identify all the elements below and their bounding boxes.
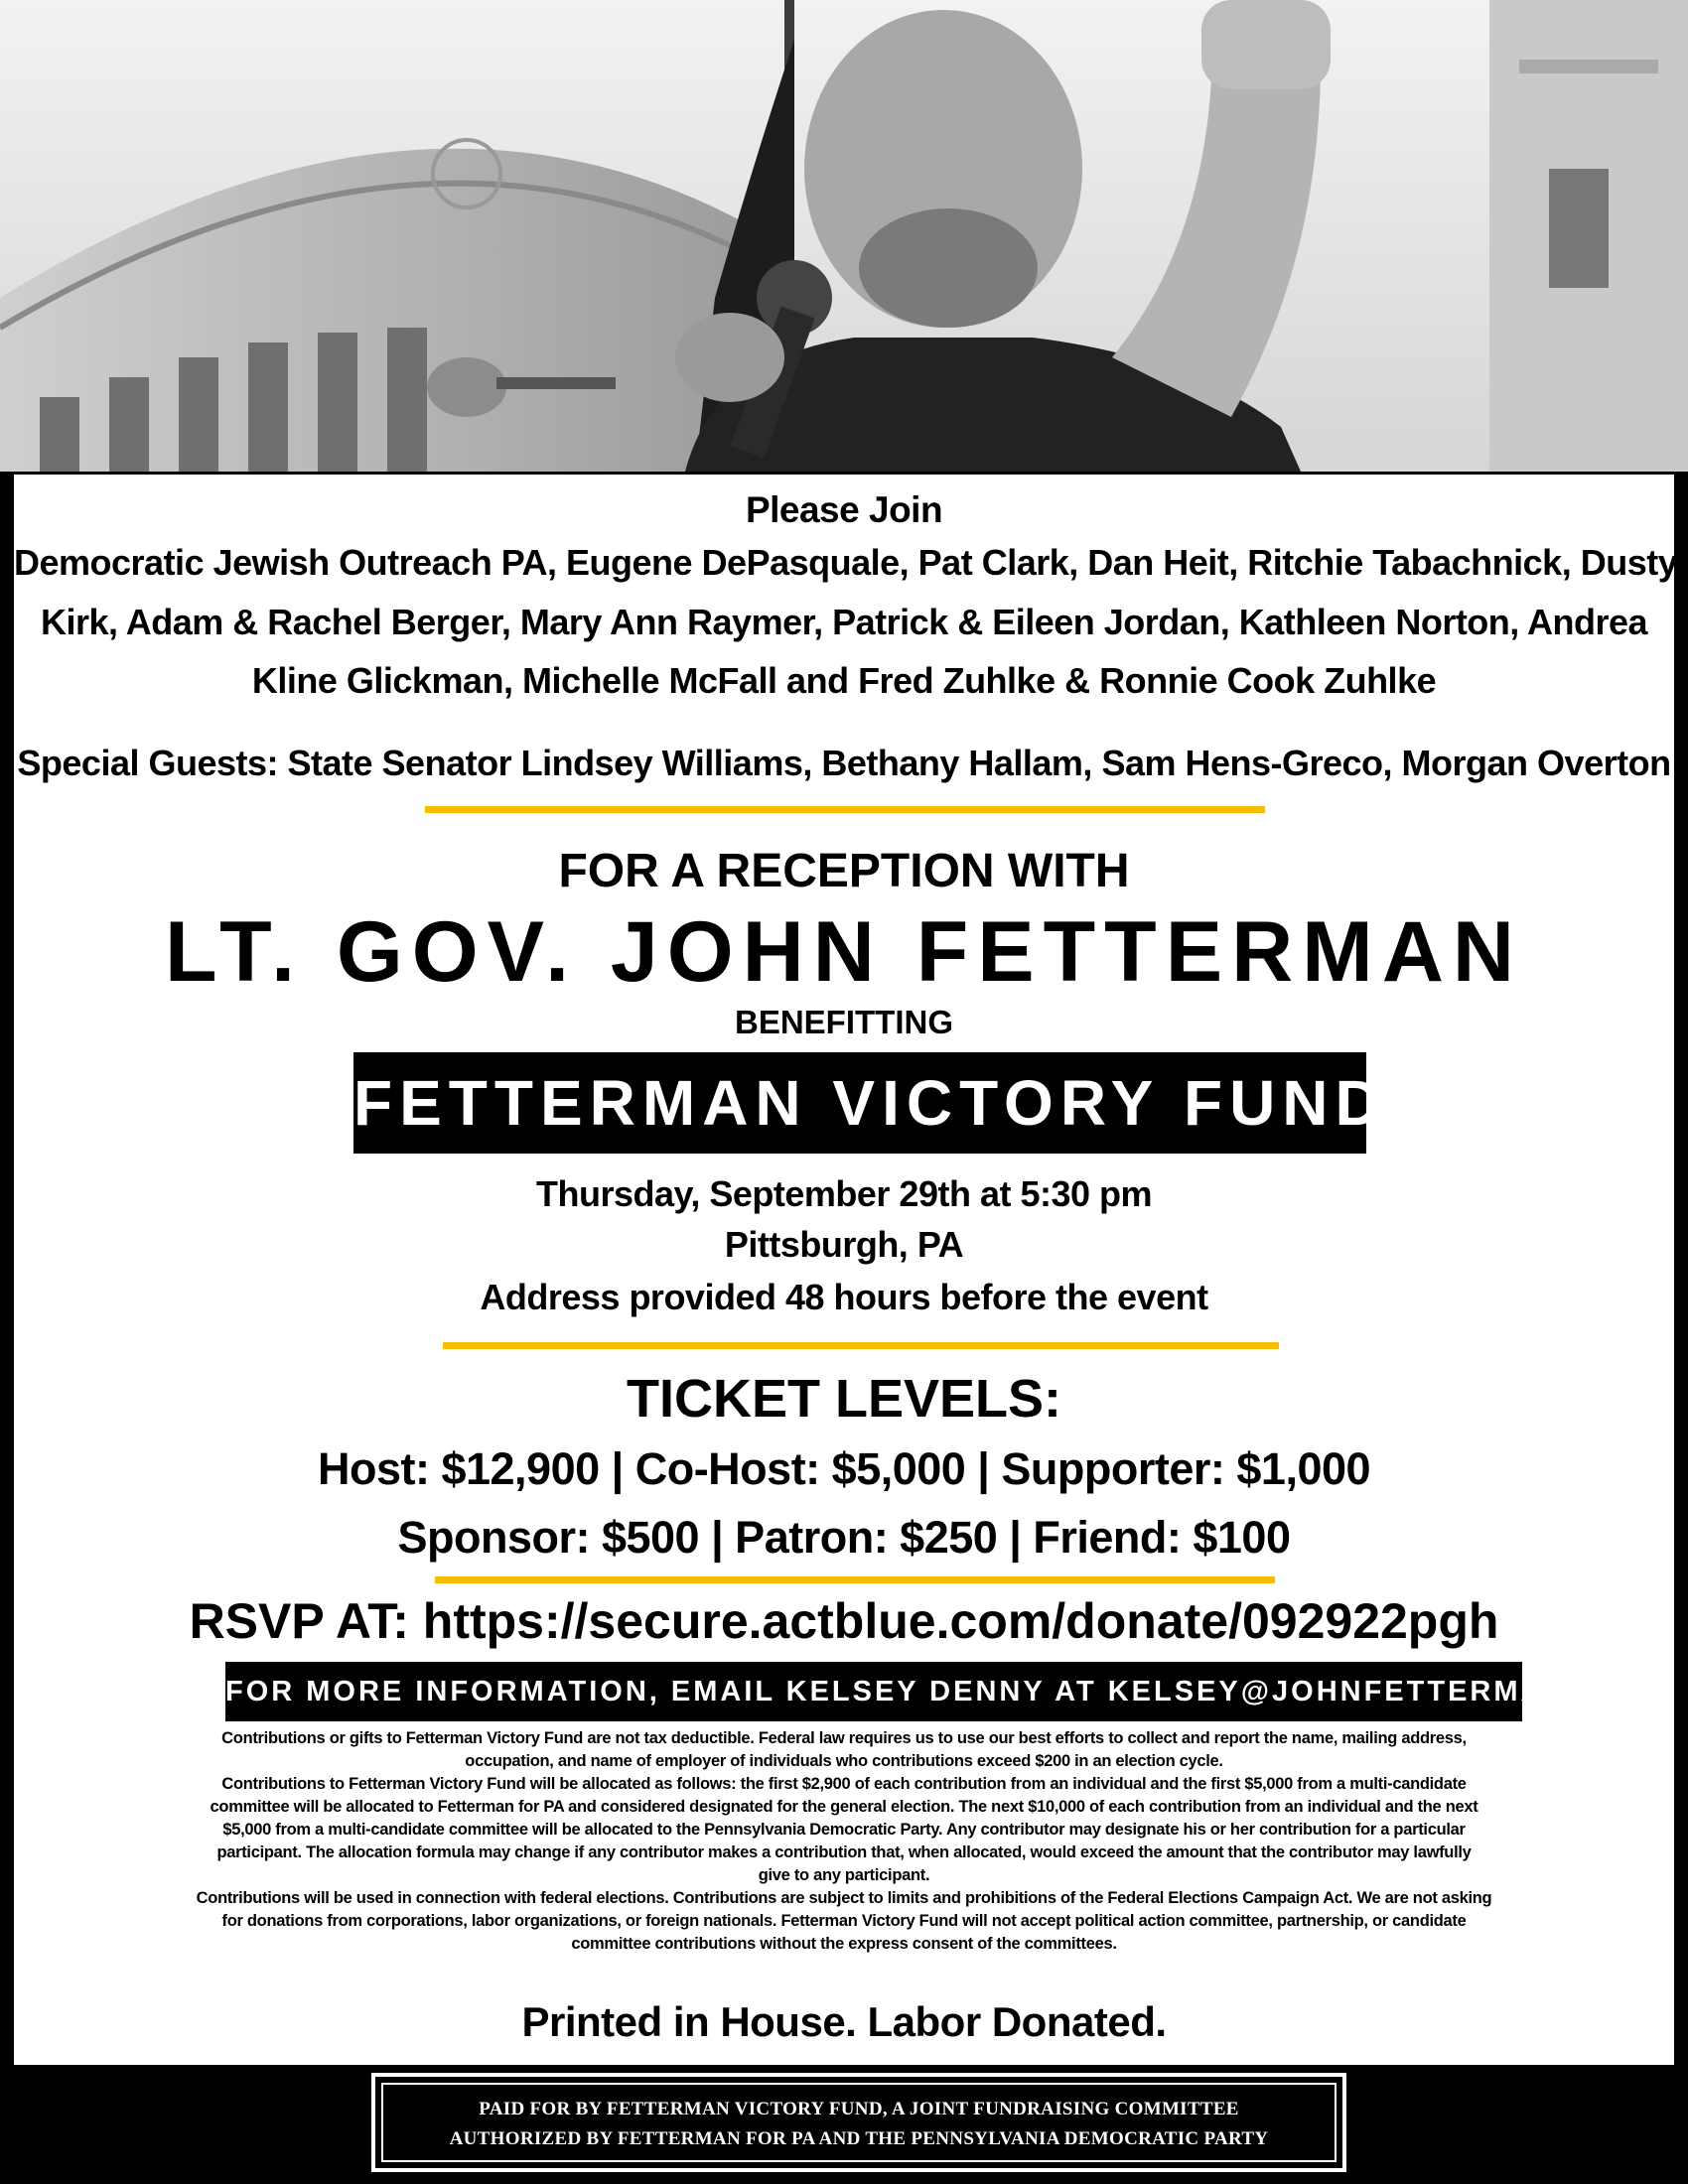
candidate-photo-icon	[0, 0, 1688, 472]
gold-divider	[425, 806, 1265, 813]
event-location: Pittsburgh, PA	[724, 1224, 964, 1265]
ticket-levels-line-2: Sponsor: $500 | Patron: $250 | Friend: $100	[397, 1512, 1291, 1563]
legal-line: Contributions will be used in connection with federal elections. Contributions are subject to limits and prohibitions of the Federal Elections Campaign Act. We are not asking	[196, 1889, 1492, 1907]
legal-line: give to any participant.	[758, 1866, 930, 1884]
legal-line: Contributions or gifts to Fetterman Victory Fund are not tax deductible. Federal law requires us to use our best efforts to collect and report the name, mailing address,	[221, 1729, 1467, 1747]
legal-line: committee will be allocated to Fetterman for PA and considered designated for the general election. The next $10,000 of each contribution from an individual and the next	[210, 1798, 1478, 1816]
paid-for-box	[371, 2073, 1346, 2172]
event-date-time: Thursday, September 29th at 5:30 pm	[535, 1173, 1153, 1214]
ticket-levels-heading: TICKET LEVELS:	[626, 1369, 1061, 1429]
hero-photo	[0, 0, 1688, 472]
rsvp-link[interactable]: RSVP AT: https://secure.actblue.com/donate/092922pgh	[189, 1593, 1499, 1649]
ticket-levels-line-1: Host: $12,900 | Co-Host: $5,000 | Supporter: $1,000	[317, 1443, 1371, 1494]
special-guests: Special Guests: State Senator Lindsey Williams, Bethany Hallam, Sam Hens-Greco, Morgan Overton	[17, 743, 1671, 783]
reception-with: FOR A RECEPTION WITH	[558, 845, 1130, 897]
paid-for-inner-border	[381, 2083, 1336, 2162]
legal-line: committee contributions without the express consent of the committees.	[571, 1935, 1117, 1953]
gold-divider	[435, 1576, 1275, 1583]
legal-text	[14, 1727, 1674, 1956]
more-info-banner: FOR MORE INFORMATION, EMAIL KELSEY DENNY AT KELSEY@JOHNFETTERMAN.COM	[225, 1662, 1522, 1721]
fund-banner: FETTERMAN VICTORY FUND	[353, 1052, 1366, 1154]
legal-line: participant. The allocation formula may change if any contributor makes a contribution that, when allocated, would exceed the amount that the contributor may lawfully	[216, 1843, 1472, 1861]
paid-for-line-2: AUTHORIZED BY FETTERMAN FOR PA AND THE PENNSYLVANIA DEMOCRATIC PARTY	[449, 2128, 1269, 2149]
please-join-heading: Please Join	[745, 489, 943, 530]
legal-line: $5,000 from a multi-candidate committee will be allocated to the Pennsylvania Democratic Party. Any contributor may designate his or her contribution for a particular	[222, 1821, 1466, 1839]
benefitting-label: BENEFITTING	[735, 1004, 953, 1040]
hosts-line-3: Kline Glickman, Michelle McFall and Fred Zuhlke & Ronnie Cook Zuhlke	[251, 660, 1437, 701]
legal-line: for donations from corporations, labor organizations, or foreign nationals. Fetterman Victory Fund will not accept political action committee, partnership, or candidate	[221, 1912, 1467, 1930]
invitation-body	[14, 475, 1678, 2065]
printed-in-house: Printed in House. Labor Donated.	[521, 1998, 1167, 2045]
legal-line: Contributions to Fetterman Victory Fund will be allocated as follows: the first $2,900 of each contribution from an individual and the first $5,000 from a multi-candidate	[221, 1775, 1467, 1793]
legal-line: occupation, and name of employer of individuals who contributions exceed $200 in an election cycle.	[465, 1752, 1223, 1770]
hosts-line-1: Democratic Jewish Outreach PA, Eugene DePasquale, Pat Clark, Dan Heit, Ritchie Tabachnick, Dusty	[14, 542, 1678, 583]
paid-for-line-1: PAID FOR BY FETTERMAN VICTORY FUND, A JOINT FUNDRAISING COMMITTEE	[479, 2099, 1239, 2119]
gold-divider	[443, 1342, 1279, 1349]
hosts-line-2: Kirk, Adam & Rachel Berger, Mary Ann Raymer, Patrick & Eileen Jordan, Kathleen Norton, Andrea	[41, 602, 1647, 642]
honoree-name: LT. GOV. JOHN FETTERMAN	[164, 904, 1524, 1000]
address-note: Address provided 48 hours before the event	[480, 1277, 1208, 1317]
